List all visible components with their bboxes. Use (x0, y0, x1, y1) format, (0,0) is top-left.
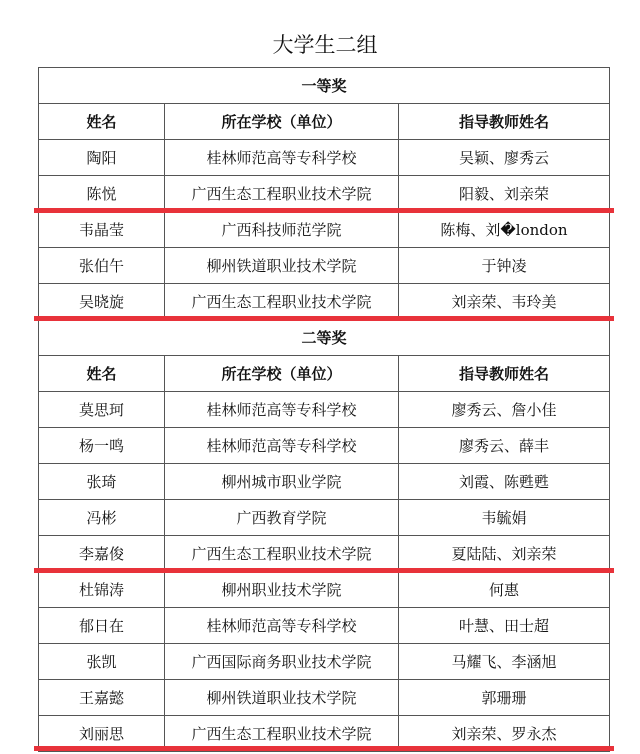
cell-school: 桂林师范高等专科学校 (165, 392, 399, 428)
table-row (39, 392, 610, 428)
cell-teacher: 夏陆陆、刘亲荣 (399, 536, 610, 572)
cell-name: 王嘉懿 (39, 680, 165, 716)
header-row (39, 104, 610, 140)
table-row (39, 176, 610, 212)
cell-school: 桂林师范高等专科学校 (165, 428, 399, 464)
page-title: 大学生二组 (272, 33, 378, 57)
section-heading: 一等奖 (39, 68, 610, 104)
table-row (39, 140, 610, 176)
column-header-name: 姓名 (39, 356, 165, 392)
section-heading: 二等奖 (39, 320, 610, 356)
table-row (39, 608, 610, 644)
cell-name: 刘丽思 (39, 716, 165, 752)
cell-school: 广西科技师范学院 (165, 212, 399, 248)
cell-teacher: 吴颖、廖秀云 (399, 140, 610, 176)
section-heading-row (39, 68, 610, 104)
cell-name: 冯彬 (39, 500, 165, 536)
cell-school: 广西教育学院 (165, 500, 399, 536)
cell-name: 吴晓旋 (39, 284, 165, 320)
award-table (38, 67, 610, 752)
cell-school: 广西生态工程职业技术学院 (165, 284, 399, 320)
cell-teacher: 于钟凌 (399, 248, 610, 284)
cell-teacher: 陈梅、刘�london (399, 212, 610, 248)
cell-teacher: 刘亲荣、罗永杰 (399, 716, 610, 752)
highlight-line (34, 746, 614, 751)
cell-teacher: 廖秀云、詹小佳 (399, 392, 610, 428)
cell-school: 桂林师范高等专科学校 (165, 608, 399, 644)
cell-teacher: 郭珊珊 (399, 680, 610, 716)
column-header-teacher: 指导教师姓名 (399, 104, 610, 140)
cell-name: 郁日在 (39, 608, 165, 644)
table-row (39, 500, 610, 536)
highlight-line (34, 208, 614, 213)
cell-teacher: 阳毅、刘亲荣 (399, 176, 610, 212)
cell-school: 广西国际商务职业技术学院 (165, 644, 399, 680)
cell-name: 韦晶莹 (39, 212, 165, 248)
cell-name: 李嘉俊 (39, 536, 165, 572)
table-row (39, 464, 610, 500)
cell-school: 柳州城市职业学院 (165, 464, 399, 500)
cell-school: 广西生态工程职业技术学院 (165, 536, 399, 572)
cell-name: 陶阳 (39, 140, 165, 176)
table-row (39, 536, 610, 572)
table-row (39, 428, 610, 464)
header-row (39, 356, 610, 392)
cell-teacher: 何惠 (399, 572, 610, 608)
table-row (39, 212, 610, 248)
column-header-school: 所在学校（单位） (165, 104, 399, 140)
column-header-school: 所在学校（单位） (165, 356, 399, 392)
section-heading-row (39, 320, 610, 356)
cell-teacher: 马耀飞、李涵旭 (399, 644, 610, 680)
cell-teacher: 刘霞、陈甦甦 (399, 464, 610, 500)
cell-name: 张琦 (39, 464, 165, 500)
column-header-teacher: 指导教师姓名 (399, 356, 610, 392)
table-row (39, 284, 610, 320)
cell-school: 广西生态工程职业技术学院 (165, 716, 399, 752)
cell-name: 张伯午 (39, 248, 165, 284)
cell-school: 柳州铁道职业技术学院 (165, 248, 399, 284)
cell-name: 张凯 (39, 644, 165, 680)
column-header-name: 姓名 (39, 104, 165, 140)
cell-teacher: 刘亲荣、韦玲美 (399, 284, 610, 320)
cell-teacher: 廖秀云、薛丰 (399, 428, 610, 464)
cell-school: 桂林师范高等专科学校 (165, 140, 399, 176)
cell-school: 柳州职业技术学院 (165, 572, 399, 608)
highlight-line (34, 316, 614, 321)
table-row (39, 644, 610, 680)
cell-name: 杜锦涛 (39, 572, 165, 608)
cell-name: 莫思珂 (39, 392, 165, 428)
cell-name: 陈悦 (39, 176, 165, 212)
table-row (39, 680, 610, 716)
highlight-line (34, 568, 614, 573)
cell-teacher: 韦毓娟 (399, 500, 610, 536)
table-row (39, 248, 610, 284)
cell-name: 杨一鸣 (39, 428, 165, 464)
cell-school: 广西生态工程职业技术学院 (165, 176, 399, 212)
table-row (39, 572, 610, 608)
cell-school: 柳州铁道职业技术学院 (165, 680, 399, 716)
cell-teacher: 叶慧、田士超 (399, 608, 610, 644)
